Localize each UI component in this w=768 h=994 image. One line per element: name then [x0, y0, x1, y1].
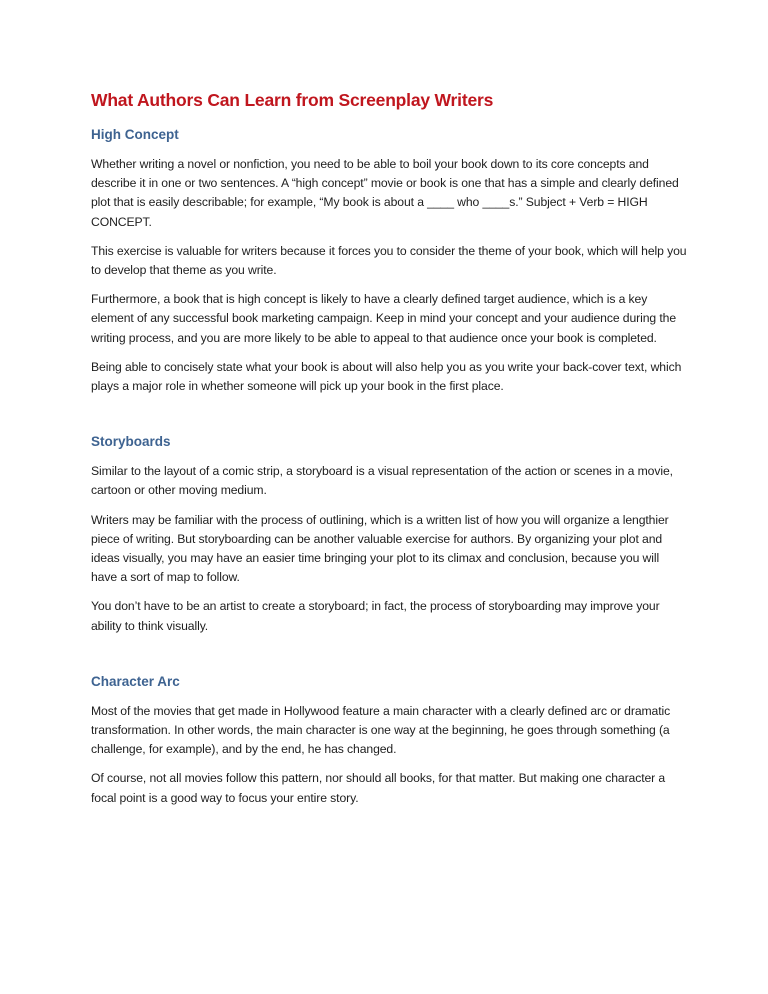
section-character-arc — [91, 673, 687, 808]
paragraph: You don’t have to be an artist to create a storyboard; in fact, the process of storyboarding may improve your ability to think visually. — [91, 599, 660, 633]
paragraph: Writers may be familiar with the process of outlining, which is a written list of how you will organize a lengthier piece of writing. But storyboarding can be another valuable exercise for authors. By organizing your plot and ideas visually, you may have an easier time bringing your plot to its climax and conclusion, because you will have a sort of map to follow. — [91, 512, 669, 585]
paragraph: This exercise is valuable for writers because it forces you to consider the theme of your book, which will help you to develop that theme as you write. — [91, 243, 687, 278]
paragraph: Being able to concisely state what your book is about will also help you as you write your back-cover text, which plays a major role in whether someone will pick up your book in the first place. — [91, 359, 682, 394]
paragraph: Furthermore, a book that is high concept is likely to have a clearly defined target audience, which is a key element of any successful book marketing campaign. Keep in mind your concept and your audience during the writing process, and you are more likely to be able to appeal to that audience once your book is completed. — [91, 292, 677, 345]
paragraph: Similar to the layout of a comic strip, a storyboard is a visual representation of the action or scenes in a movie, cartoon or other moving medium. — [91, 464, 673, 498]
paragraph: Of course, not all movies follow this pattern, nor should all books, for that matter. But making one character a focal point is a good way to focus your entire story. — [91, 771, 666, 805]
section-high-concept — [91, 126, 687, 396]
section-spacer — [91, 406, 687, 433]
section-heading-storyboards: Storyboards — [91, 434, 171, 450]
document-title: What Authors Can Learn from Screenplay Writers — [91, 90, 494, 110]
section-storyboards — [91, 433, 687, 636]
section-spacer — [91, 646, 687, 673]
section-heading-high-concept: High Concept — [91, 127, 179, 142]
paragraph: Whether writing a novel or nonfiction, you need to be able to boil your book down to its core concepts and describe it in one or two sentences. A “high concept” movie or book is one that has a simple and clearly defined plot that is easily describable; for example, “My book is about a ____ who ____s.” Subject + Verb = HIGH CONCEPT. — [91, 157, 679, 229]
paragraph: Most of the movies that get made in Hollywood feature a main character with a clearly defined arc or dramatic transformation. In other words, the main character is one way at the beginning, he goes through something (a challenge, for example), and by the end, he has changed. — [91, 703, 671, 757]
section-heading-character-arc: Character Arc — [91, 673, 180, 689]
document-body — [91, 88, 687, 818]
